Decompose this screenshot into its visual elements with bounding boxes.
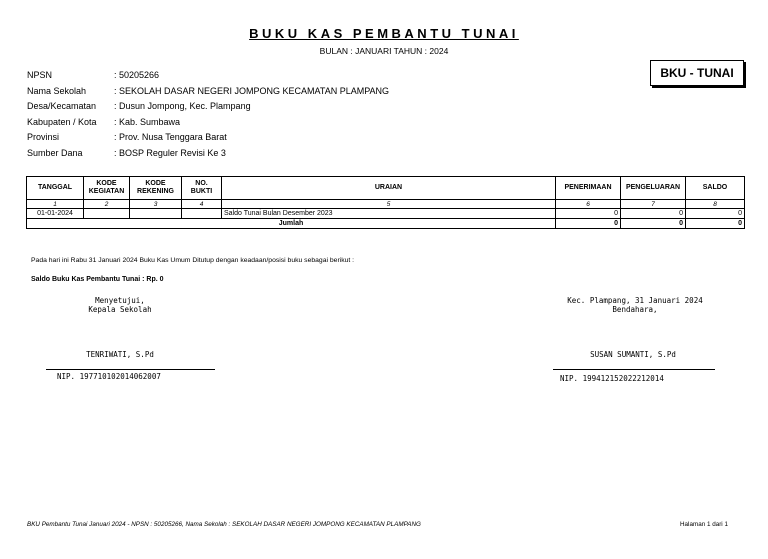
cell-description: Saldo Tunai Bulan Desember 2023 [222,209,556,219]
column-number-row [27,200,745,209]
period-subtitle: BULAN : JANUARI TAHUN : 2024 [319,46,449,56]
footer-text: BKU Pembantu Tunai Januari 2024 - NPSN : 50205266, Nama Sekolah : SEKOLAH DASAR NEGERI JOMPONG KECAMATAN PLAMPANG [27,521,421,528]
column-header: NO. BUKTI [182,177,222,200]
info-key: Provinsi [27,132,60,142]
treasurer-nip: NIP. 199412152022212014 [560,374,664,383]
cell-receipt-number [182,209,222,219]
principal-title: Kepala Sekolah [88,305,152,314]
column-header: URAIAN [222,177,556,200]
cell-receipts: 0 [556,209,621,219]
bku-tunai-badge: BKU - TUNAI [650,60,744,86]
total-row [27,219,745,229]
info-key: NPSN [27,70,53,80]
total-balance: 0 [686,219,745,229]
column-number: 4 [182,200,222,209]
column-number: 6 [556,200,621,209]
column-header: KODE REKENING [130,177,182,200]
info-row-province [27,132,389,148]
info-value: : SEKOLAH DASAR NEGERI JOMPONG KECAMATAN PLAMPANG [114,85,390,96]
cell-activity-code [84,209,130,219]
approval-label: Menyetujui, [95,296,145,305]
column-header: PENERIMAAN [556,177,621,200]
principal-name: TENRIWATI, S.Pd [86,350,154,359]
column-number: 7 [621,200,686,209]
info-key: Kabupaten / Kota [27,116,97,127]
column-header: SALDO [686,177,745,200]
closing-statement: Pada hari ini Rabu 31 Januari 2024 Buku Kas Umum Ditutup dengan keadaan/posisi buku sebagai berikut : [31,257,355,264]
info-value: : Prov. Nusa Tenggara Barat [114,132,227,142]
info-row-npsn [27,70,389,86]
total-receipts: 0 [556,219,621,229]
column-header: TANGGAL [27,177,84,200]
column-number: 2 [84,200,130,209]
cash-book-table [26,176,745,229]
column-number: 1 [27,200,84,209]
info-key: Desa/Kecamatan [27,101,97,111]
cell-balance: 0 [686,209,745,219]
column-number: 8 [686,200,745,209]
treasurer-signature-line [553,369,715,370]
column-number: 5 [222,200,556,209]
treasurer-title: Bendahara, [612,305,658,314]
info-key: Sumber Dana [27,147,83,158]
total-expenses: 0 [621,219,686,229]
table-header-row [27,177,745,200]
treasurer-name: SUSAN SUMANTI, S.Pd [590,350,676,359]
column-number: 3 [130,200,182,209]
info-value: : 50205266 [114,70,160,80]
info-value: : BOSP Reguler Revisi Ke 3 [114,147,226,158]
document-title: BUKU KAS PEMBANTU TUNAI [249,26,519,41]
info-row-fund-source [27,148,389,164]
page-number: Halaman 1 dari 1 [680,521,728,528]
info-value: : Dusun Jompong, Kec. Plampang [114,101,251,111]
cell-expenses: 0 [621,209,686,219]
info-value: : Kab. Sumbawa [114,116,181,127]
school-info [27,70,389,163]
place-date: Kec. Plampang, 31 Januari 2024 [567,296,703,305]
cell-account-code [130,209,182,219]
info-key: Nama Sekolah [27,85,87,96]
info-row-regency [27,117,389,133]
principal-signature-line [46,369,215,370]
info-row-school-name [27,86,389,102]
table-row [27,209,745,219]
total-label: Jumlah [27,219,556,229]
column-header: PENGELUARAN [621,177,686,200]
cell-date: 01-01-2024 [27,209,84,219]
cash-balance: Saldo Buku Kas Pembantu Tunai : Rp. 0 [31,276,164,283]
column-header: KODE KEGIATAN [84,177,130,200]
info-row-village [27,101,389,117]
principal-nip: NIP. 197710102014062007 [57,372,161,381]
